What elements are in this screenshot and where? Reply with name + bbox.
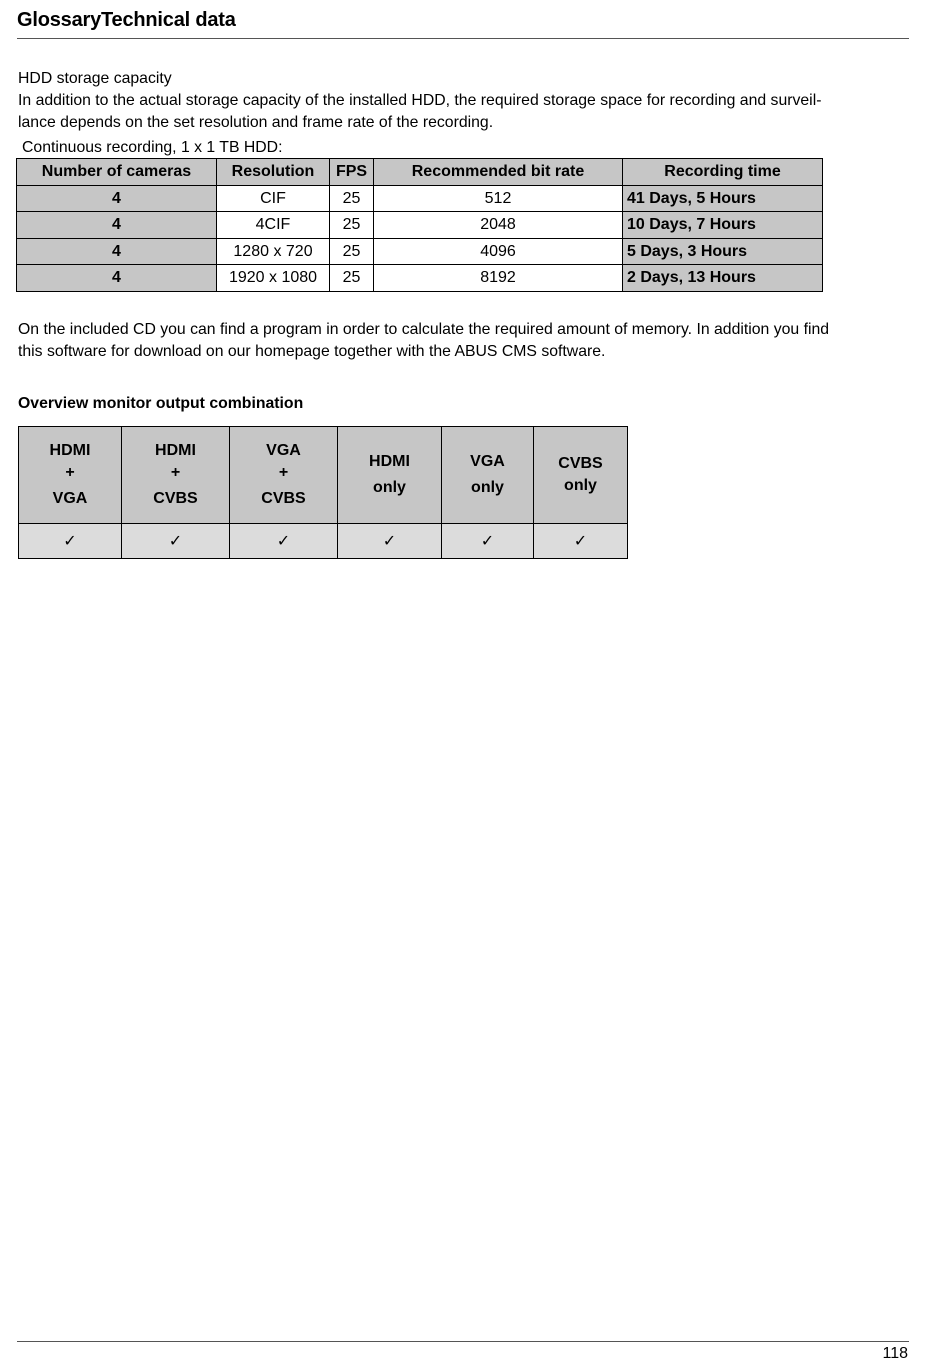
header-line: + <box>278 464 289 481</box>
monitor-output-table <box>18 426 628 559</box>
header-recommended-bit-rate: Recommended bit rate <box>374 159 623 186</box>
cell-fps: 25 <box>330 212 374 239</box>
header-resolution: Resolution <box>217 159 330 186</box>
software-note <box>18 319 898 363</box>
header-line: CVBS <box>153 490 198 507</box>
cell-resolution: CIF <box>217 185 330 212</box>
table-row <box>17 185 823 212</box>
storage-table-header-row <box>17 159 823 186</box>
header-line: VGA <box>266 442 301 459</box>
header-cvbs-only <box>534 427 628 524</box>
header-recording-time: Recording time <box>623 159 823 186</box>
software-note-line-1: On the included CD you can find a program in order to calculate the required amount of memory. In addition you find <box>18 321 830 338</box>
checkmark-icon: ✓ <box>230 524 338 559</box>
cell-cameras: 4 <box>17 265 217 292</box>
cell-recording-time: 2 Days, 13 Hours <box>623 265 823 292</box>
page-number: 118 <box>882 1345 908 1362</box>
header-hdmi-only <box>338 427 442 524</box>
cell-cameras: 4 <box>17 185 217 212</box>
cell-fps: 25 <box>330 238 374 265</box>
cell-resolution: 1280 x 720 <box>217 238 330 265</box>
cell-fps: 25 <box>330 265 374 292</box>
cell-recording-time: 5 Days, 3 Hours <box>623 238 823 265</box>
checkmark-icon: ✓ <box>442 524 534 559</box>
header-vga-only <box>442 427 534 524</box>
storage-capacity-table <box>16 158 823 292</box>
footer-divider <box>17 1341 909 1342</box>
table-row <box>17 238 823 265</box>
header-line: + <box>65 464 75 481</box>
monitor-check-row <box>19 524 628 559</box>
table-row <box>17 265 823 292</box>
storage-table-caption: Continuous recording, 1 x 1 TB HDD: <box>22 139 283 156</box>
cell-resolution: 4CIF <box>217 212 330 239</box>
monitor-table-header-row <box>19 427 628 524</box>
table-row <box>17 212 823 239</box>
software-note-line-2: this software for download on our homepage together with the ABUS CMS software. <box>18 343 606 360</box>
cell-bitrate: 512 <box>374 185 623 212</box>
cell-bitrate: 4096 <box>374 238 623 265</box>
checkmark-icon: ✓ <box>534 524 628 559</box>
cell-bitrate: 2048 <box>374 212 623 239</box>
cell-cameras: 4 <box>17 238 217 265</box>
cell-recording-time: 10 Days, 7 Hours <box>623 212 823 239</box>
cell-cameras: 4 <box>17 212 217 239</box>
header-vga-cvbs <box>230 427 338 524</box>
header-hdmi-cvbs <box>122 427 230 524</box>
header-line: CVBS <box>558 455 603 472</box>
header-line: VGA <box>52 490 88 507</box>
header-line: only <box>471 479 504 496</box>
page-header-title: GlossaryTechnical data <box>17 9 236 31</box>
header-line: HDMI <box>369 453 410 470</box>
monitor-section-heading: Overview monitor output combination <box>18 395 304 412</box>
header-number-of-cameras: Number of cameras <box>17 159 217 186</box>
header-line: HDMI <box>155 442 196 459</box>
header-line: only <box>373 479 406 496</box>
header-line: VGA <box>470 453 505 470</box>
header-hdmi-vga <box>19 427 122 524</box>
header-line: CVBS <box>261 490 306 507</box>
intro-body-line-1: In addition to the actual storage capacity of the installed HDD, the required storage space for recording and surveil- <box>18 92 822 109</box>
intro-body-line-2: lance depends on the set resolution and frame rate of the recording. <box>18 114 494 131</box>
header-line: only <box>564 477 597 494</box>
cell-bitrate: 8192 <box>374 265 623 292</box>
cell-resolution: 1920 x 1080 <box>217 265 330 292</box>
checkmark-icon: ✓ <box>338 524 442 559</box>
intro-section <box>18 68 898 134</box>
header-line: + <box>170 464 181 481</box>
header-line: HDMI <box>49 442 91 459</box>
cell-fps: 25 <box>330 185 374 212</box>
header-divider <box>17 38 909 39</box>
checkmark-icon: ✓ <box>19 524 122 559</box>
intro-heading: HDD storage capacity <box>18 70 172 87</box>
checkmark-icon: ✓ <box>122 524 230 559</box>
header-fps: FPS <box>330 159 374 186</box>
cell-recording-time: 41 Days, 5 Hours <box>623 185 823 212</box>
